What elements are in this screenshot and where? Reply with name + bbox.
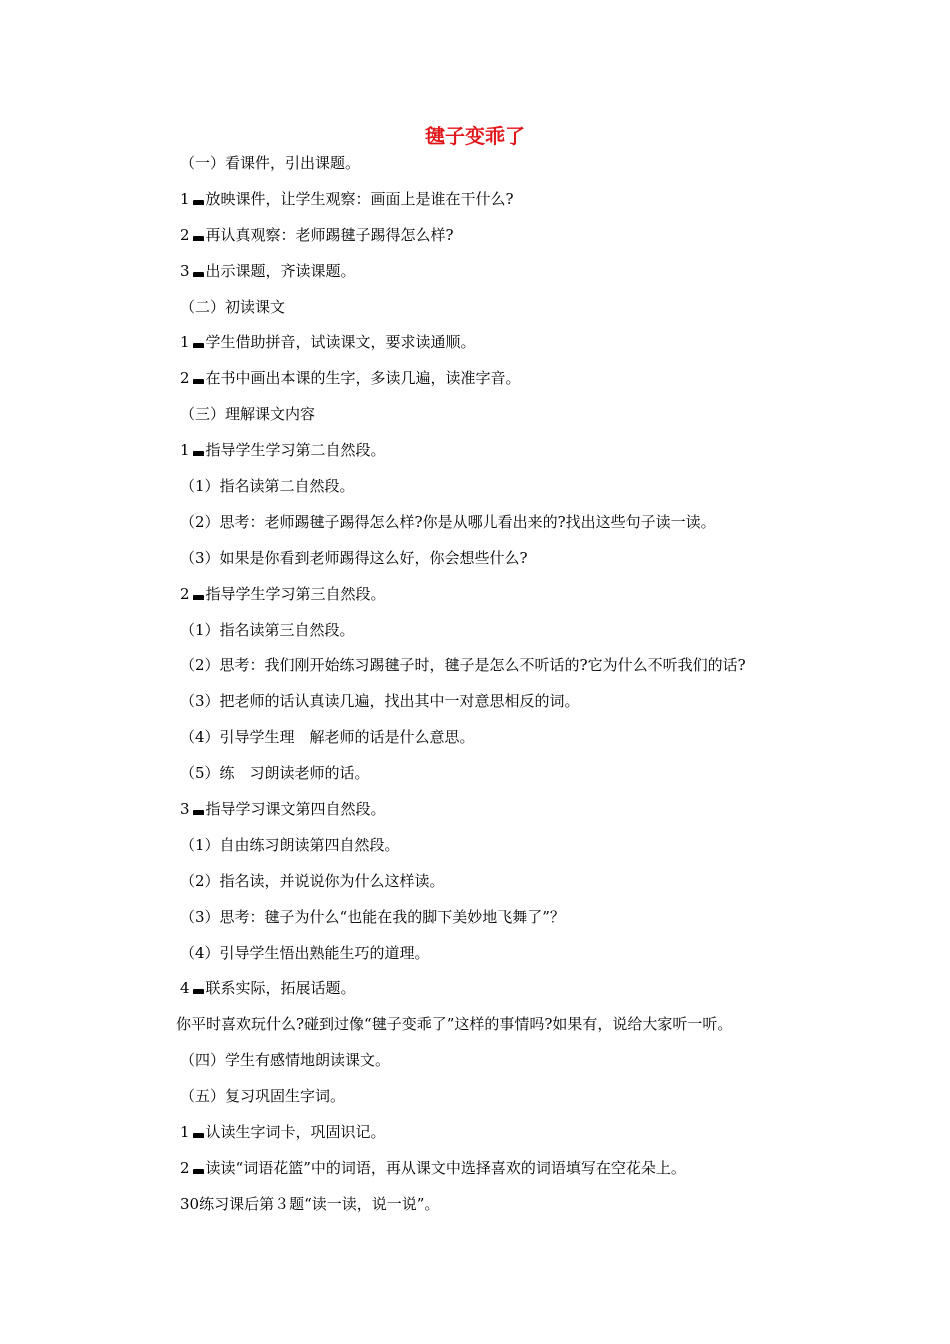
line-text: 学生借助拼音，试读课文，要求读通顺。: [205, 333, 476, 352]
lesson-line: [180, 509, 880, 545]
step-number: 3: [180, 261, 190, 280]
step-separator-mark: [193, 200, 204, 205]
lesson-line: [180, 1191, 880, 1227]
line-text: 指导学生学习第三自然段。: [205, 584, 386, 603]
line-text: （二）初读课文: [180, 297, 286, 316]
lesson-line: [180, 1119, 880, 1155]
step-number: 2: [180, 369, 190, 388]
step-number: 1: [180, 189, 190, 208]
step-number: 2: [180, 1158, 190, 1177]
step-number: 3: [180, 800, 190, 819]
line-text: 认读生字词卡，巩固识记。: [205, 1123, 386, 1142]
lesson-line: [180, 796, 880, 832]
lesson-line: [180, 401, 880, 437]
lesson-line: [180, 1083, 880, 1119]
lesson-line: [180, 581, 880, 617]
lesson-line: [180, 258, 880, 294]
step-separator-mark: [193, 379, 204, 384]
lesson-line: [180, 940, 880, 976]
line-text: （1）指名读第三自然段。: [180, 620, 355, 639]
line-text: 再认真观察：老师踢毽子踢得怎么样?: [205, 225, 454, 244]
document-title: 毽子变乖了: [425, 124, 525, 148]
lesson-line: [180, 652, 880, 688]
line-text: （一）看课件，引出课题。: [180, 154, 361, 172]
line-text: （2）思考：我们刚开始练习踢毽子时，毽子是怎么不听话的?它为什么不听我们的话?: [180, 656, 746, 675]
line-text: （三）理解课文内容: [180, 405, 316, 424]
lesson-line: [180, 1155, 880, 1191]
line-text: （3）思考：毽子为什么“也能在我的脚下美妙地飞舞了”？: [180, 907, 565, 926]
lesson-line: [180, 365, 880, 401]
lesson-line: [180, 329, 880, 365]
line-text: （3）如果是你看到老师踢得这么好，你会想些什么?: [180, 548, 528, 567]
step-separator-mark: [193, 989, 204, 994]
lesson-line: [180, 222, 880, 258]
line-text: 在书中画出本课的生字，多读几遍，读准字音。: [205, 369, 521, 388]
line-text: 30练习课后第３题“读一读，说一说”。: [180, 1194, 440, 1213]
line-text: （2）思考：老师踢毽子踢得怎么样?你是从哪儿看出来的?找出这些句子读一读。: [180, 512, 716, 531]
line-text: （五）复习巩固生字词。: [180, 1087, 346, 1106]
line-text: 出示课题，齐读课题。: [205, 261, 356, 280]
line-text: （1）指名读第二自然段。: [180, 477, 355, 496]
lesson-line: [180, 473, 880, 509]
lesson-content: [176, 150, 880, 1227]
line-text: 联系实际，拓展话题。: [205, 979, 356, 998]
step-number: 2: [180, 225, 190, 244]
lesson-line: [180, 975, 880, 1011]
step-separator-mark: [193, 451, 204, 456]
lesson-line: [180, 724, 880, 760]
lesson-line: [180, 1047, 880, 1083]
lesson-line: [180, 545, 880, 581]
step-number: 1: [180, 333, 190, 352]
line-text: 放映课件，让学生观察：画面上是谁在干什么?: [205, 189, 514, 208]
line-text: （4）引导学生理 解老师的话是什么意思。: [180, 728, 475, 747]
line-text: （1）自由练习朗读第四自然段。: [180, 835, 400, 854]
line-text: 指导学习课文第四自然段。: [205, 800, 386, 819]
lesson-line: [180, 437, 880, 473]
lesson-line: [180, 760, 880, 796]
step-number: 4: [180, 979, 190, 998]
line-text: （3）把老师的话认真读几遍，找出其中一对意思相反的词。: [180, 692, 580, 711]
lesson-line: [180, 294, 880, 330]
step-separator-mark: [193, 272, 204, 277]
lesson-line: [180, 868, 880, 904]
lesson-line: [180, 904, 880, 940]
line-text: （2）指名读，并说说你为什么这样读。: [180, 871, 445, 890]
step-separator-mark: [193, 1169, 204, 1174]
lesson-line: [180, 688, 880, 724]
line-text: （4）引导学生悟出熟能生巧的道理。: [180, 943, 430, 962]
step-separator-mark: [193, 1133, 204, 1138]
step-separator-mark: [193, 595, 204, 600]
lesson-line: [180, 186, 880, 222]
step-number: 1: [180, 1123, 190, 1142]
line-text: （5）练 习朗读老师的话。: [180, 764, 370, 783]
step-number: 1: [180, 441, 190, 460]
step-number: 2: [180, 584, 190, 603]
line-text: 读读“词语花篮”中的词语，再从课文中选择喜欢的词语填写在空花朵上。: [205, 1158, 686, 1177]
step-separator-mark: [193, 343, 204, 348]
line-text: （四）学生有感情地朗读课文。: [180, 1051, 391, 1070]
line-text: 你平时喜欢玩什么?碰到过像“毽子变乖了”这样的事情吗?如果有，说给大家听一听。: [176, 1015, 733, 1034]
lesson-line: [180, 150, 880, 186]
lesson-line: [180, 832, 880, 868]
line-text: 指导学生学习第二自然段。: [205, 441, 386, 460]
lesson-line: [176, 1011, 880, 1047]
step-separator-mark: [193, 810, 204, 815]
lesson-line: [180, 617, 880, 653]
step-separator-mark: [193, 236, 204, 241]
